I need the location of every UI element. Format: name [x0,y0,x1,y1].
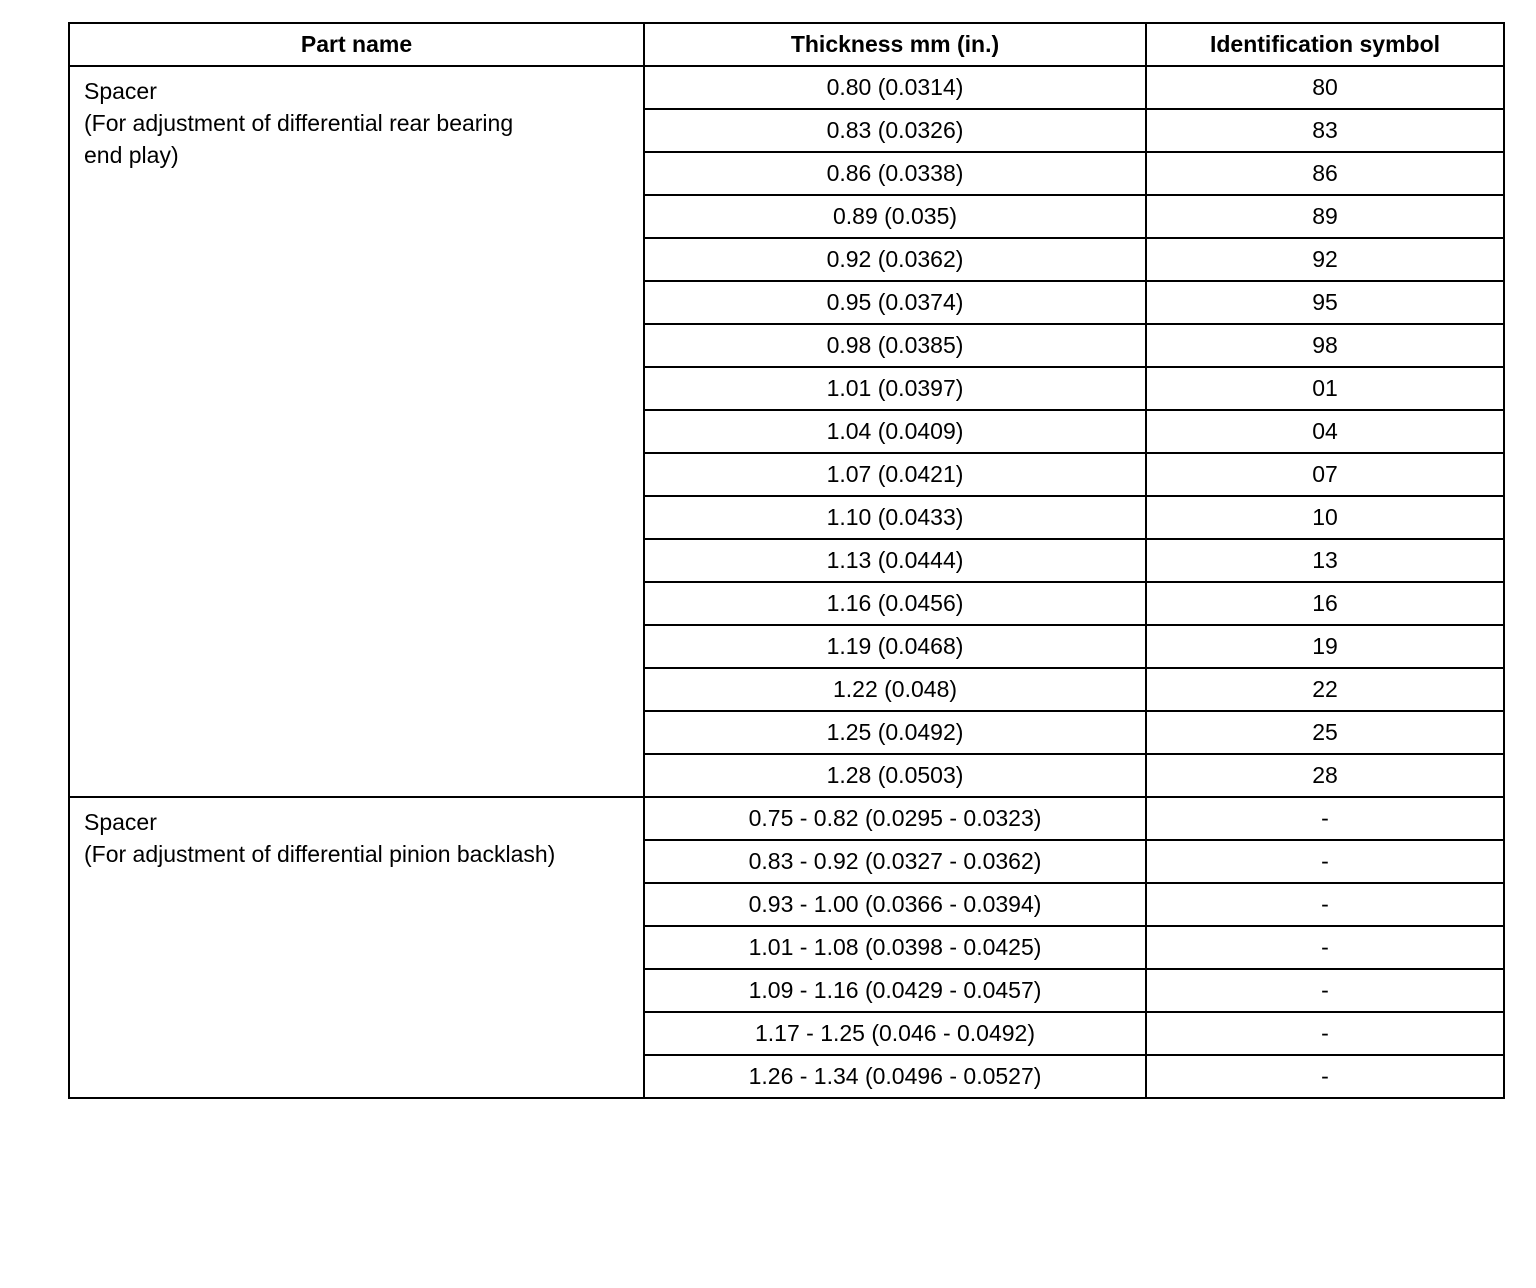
header-identification-symbol: Identification symbol [1146,23,1504,66]
thickness-cell: 1.28 (0.0503) [644,754,1146,797]
identification-symbol-cell: 16 [1146,582,1504,625]
part-note: (For adjustment of differential rear bearing end play) [84,110,514,168]
identification-symbol-cell: - [1146,883,1504,926]
part-name-cell [69,66,644,797]
identification-symbol-cell: 22 [1146,668,1504,711]
identification-symbol-cell: 04 [1146,410,1504,453]
thickness-cell: 1.17 - 1.25 (0.046 - 0.0492) [644,1012,1146,1055]
table-row [69,797,1504,840]
thickness-cell: 1.13 (0.0444) [644,539,1146,582]
thickness-cell: 0.95 (0.0374) [644,281,1146,324]
part-name-cell [69,797,644,1098]
identification-symbol-cell: 89 [1146,195,1504,238]
thickness-cell: 0.83 (0.0326) [644,109,1146,152]
thickness-cell: 0.93 - 1.00 (0.0366 - 0.0394) [644,883,1146,926]
thickness-cell: 0.83 - 0.92 (0.0327 - 0.0362) [644,840,1146,883]
part-name: Spacer [84,78,157,104]
part-name: Spacer [84,809,157,835]
thickness-cell: 0.89 (0.035) [644,195,1146,238]
thickness-cell: 0.98 (0.0385) [644,324,1146,367]
header-part-name: Part name [69,23,644,66]
header-row [69,23,1504,66]
identification-symbol-cell: 86 [1146,152,1504,195]
identification-symbol-cell: - [1146,969,1504,1012]
table-row [69,66,1504,109]
identification-symbol-cell: 80 [1146,66,1504,109]
thickness-cell: 0.75 - 0.82 (0.0295 - 0.0323) [644,797,1146,840]
identification-symbol-cell: 98 [1146,324,1504,367]
thickness-cell: 1.01 (0.0397) [644,367,1146,410]
thickness-cell: 1.19 (0.0468) [644,625,1146,668]
thickness-cell: 1.10 (0.0433) [644,496,1146,539]
identification-symbol-cell: 19 [1146,625,1504,668]
thickness-cell: 1.25 (0.0492) [644,711,1146,754]
header-thickness: Thickness mm (in.) [644,23,1146,66]
identification-symbol-cell: 92 [1146,238,1504,281]
identification-symbol-cell: 95 [1146,281,1504,324]
identification-symbol-cell: 13 [1146,539,1504,582]
identification-symbol-cell: 28 [1146,754,1504,797]
identification-symbol-cell: 83 [1146,109,1504,152]
thickness-cell: 0.80 (0.0314) [644,66,1146,109]
identification-symbol-cell: 25 [1146,711,1504,754]
identification-symbol-cell: 07 [1146,453,1504,496]
part-note: (For adjustment of differential pinion backlash) [84,841,556,867]
identification-symbol-cell: - [1146,797,1504,840]
identification-symbol-cell: 10 [1146,496,1504,539]
identification-symbol-cell: 01 [1146,367,1504,410]
thickness-cell: 0.92 (0.0362) [644,238,1146,281]
thickness-cell: 1.26 - 1.34 (0.0496 - 0.0527) [644,1055,1146,1098]
thickness-cell: 1.22 (0.048) [644,668,1146,711]
thickness-cell: 1.16 (0.0456) [644,582,1146,625]
spacer-table [68,22,1505,1099]
thickness-cell: 0.86 (0.0338) [644,152,1146,195]
identification-symbol-cell: - [1146,926,1504,969]
thickness-cell: 1.07 (0.0421) [644,453,1146,496]
identification-symbol-cell: - [1146,1012,1504,1055]
thickness-cell: 1.04 (0.0409) [644,410,1146,453]
identification-symbol-cell: - [1146,840,1504,883]
thickness-cell: 1.01 - 1.08 (0.0398 - 0.0425) [644,926,1146,969]
identification-symbol-cell: - [1146,1055,1504,1098]
thickness-cell: 1.09 - 1.16 (0.0429 - 0.0457) [644,969,1146,1012]
